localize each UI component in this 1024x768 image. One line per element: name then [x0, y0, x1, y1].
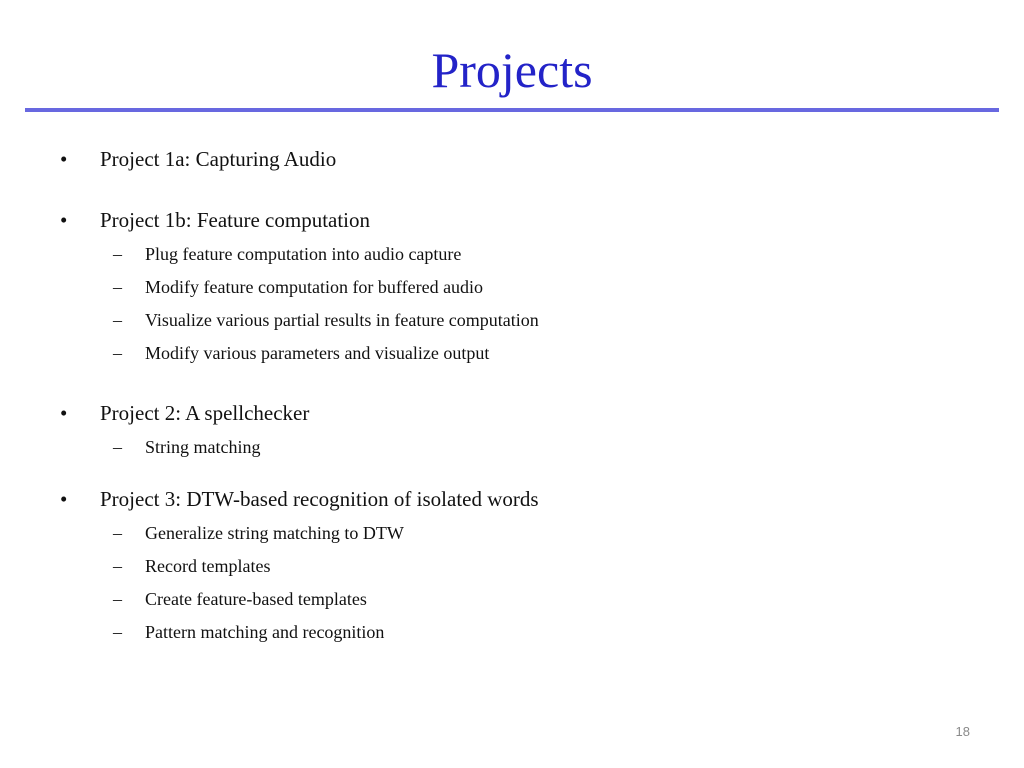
- dash-marker: –: [113, 343, 122, 363]
- dash-marker: –: [113, 622, 122, 642]
- bullet-text: Project 3: DTW-based recognition of isolated words: [100, 487, 539, 511]
- sub-bullet-text: Modify various parameters and visualize output: [145, 343, 490, 363]
- sub-bullet-text: Modify feature computation for buffered audio: [145, 277, 484, 297]
- dash-marker: –: [113, 589, 122, 609]
- sub-bullet-text: String matching: [145, 437, 261, 457]
- sub-bullet-text: Visualize various partial results in feature computation: [145, 310, 539, 330]
- dash-marker: –: [113, 437, 122, 457]
- dash-marker: –: [113, 523, 122, 543]
- dash-marker: –: [113, 244, 122, 264]
- sub-bullet-text: Create feature-based templates: [145, 589, 367, 609]
- slide-title: Projects: [431, 42, 593, 98]
- sub-bullet-text: Plug feature computation into audio capture: [145, 244, 462, 264]
- sub-bullet-text: Pattern matching and recognition: [145, 622, 385, 642]
- bullet-text: Project 1a: Capturing Audio: [100, 147, 337, 171]
- bullet-marker: •: [60, 401, 68, 425]
- bullet-marker: •: [60, 487, 68, 511]
- sub-bullet-text: Generalize string matching to DTW: [145, 523, 404, 543]
- bullet-text: Project 1b: Feature computation: [100, 208, 371, 232]
- dash-marker: –: [113, 277, 122, 297]
- bullet-text: Project 2: A spellchecker: [100, 401, 310, 425]
- sub-bullet-text: Record templates: [145, 556, 271, 576]
- bullet-marker: •: [60, 208, 68, 232]
- dash-marker: –: [113, 556, 122, 576]
- bullet-marker: •: [60, 147, 68, 171]
- page-number: 18: [955, 724, 970, 739]
- dash-marker: –: [113, 310, 122, 330]
